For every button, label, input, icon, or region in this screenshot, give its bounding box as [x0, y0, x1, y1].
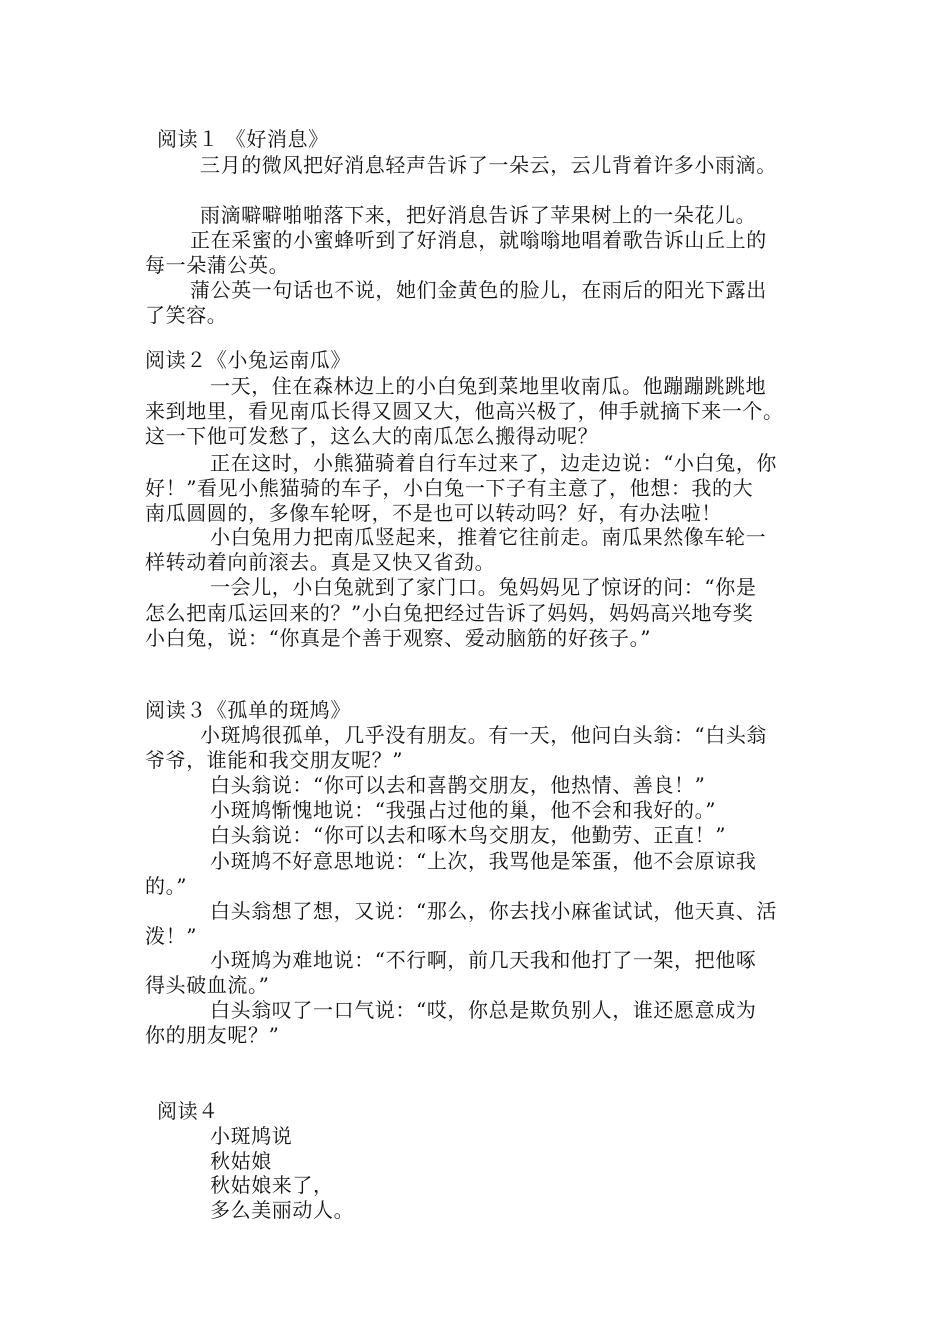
reading-3-line: 小斑鸠为难地说：“不行啊，前几天我和他打了一架，把他啄: [210, 948, 757, 972]
reading-3-line: 得头破血流。”: [145, 973, 270, 997]
reading-4-line: 秋姑娘来了，: [210, 1173, 334, 1197]
reading-3-line: 爷爷，谁能和我交朋友呢？”: [145, 748, 404, 772]
reading-3-line: 你的朋友呢？”: [145, 1023, 280, 1047]
reading-4-line: 小斑鸠说: [210, 1124, 293, 1148]
reading-2-title: 阅读２《小兔运南瓜》: [145, 348, 351, 372]
reading-3-line: 小斑鸠很孤单，几乎没有朋友。有一天，他问白头翁：“白头翁: [200, 723, 768, 747]
reading-2-line: 这一下他可发愁了，这么大的南瓜怎么搬得动呢？: [145, 424, 599, 448]
reading-2-line: 怎么把南瓜运回来的？”小白兔把经过告诉了妈妈，妈妈高兴地夸奖: [145, 601, 754, 625]
reading-3-line: 小斑鸠惭愧地说：“我强占过他的巢，他不会和我好的。”: [210, 798, 717, 822]
reading-3-line: 白头翁叹了一口气说：“哎，你总是欺负别人，谁还愿意成为: [210, 998, 757, 1022]
reading-2-line: 样转动着向前滚去。真是又快又省劲。: [145, 550, 496, 574]
reading-2-line: 小白兔，说：“你真是个善于观察、爱动脑筋的好孩子。”: [145, 626, 652, 650]
reading-1-line: 三月的微风把好消息轻声告诉了一朵云，云儿背着许多小雨滴。: [200, 153, 777, 177]
reading-2-line: 一会儿，小白兔就到了家门口。兔妈妈见了惊讶的问：“你是: [210, 575, 757, 599]
reading-1-line: 雨滴噼噼啪啪落下来，把好消息告诉了苹果树上的一朵花儿。: [200, 203, 757, 227]
reading-2-line: 好！”看见小熊猫骑的车子，小白兔一下子有主意了，他想：我的大: [145, 476, 754, 500]
reading-3-line: 泼！”: [145, 924, 198, 948]
reading-4-line: 秋姑娘: [210, 1149, 272, 1173]
reading-1-line: 每一朵蒲公英。: [145, 253, 290, 277]
reading-2-line: 南瓜圆圆的，多像车轮呀，不是也可以转动吗？好，有办法啦！: [145, 501, 722, 525]
reading-1-line: 了笑容。: [145, 303, 228, 327]
reading-2-line: 正在这时，小熊猫骑着自行车过来了，边走边说：“小白兔，你: [210, 451, 778, 475]
reading-2-line: 小白兔用力把南瓜竖起来，推着它往前走。南瓜果然像车轮一: [210, 525, 767, 549]
reading-3-line: 的。”: [145, 874, 188, 898]
reading-3-line: 白头翁说：“你可以去和啄木鸟交朋友，他勤劳、正直！”: [210, 823, 727, 847]
reading-1-line: 正在采蜜的小蜜蜂听到了好消息，就嗡嗡地唱着歌告诉山丘上的: [190, 228, 767, 252]
reading-4-line: 多么美丽动人。: [210, 1198, 355, 1222]
reading-2-line: 一天，住在森林边上的小白兔到菜地里收南瓜。他蹦蹦跳跳地: [210, 374, 767, 398]
reading-1-title: 阅读１ 《好消息》: [157, 127, 329, 151]
reading-1-line: 蒲公英一句话也不说，她们金黄色的脸儿，在雨后的阳光下露出: [190, 278, 767, 302]
reading-2-line: 来到地里，看见南瓜长得又圆又大，他高兴极了，伸手就摘下来一个。: [145, 399, 784, 423]
reading-4-title: 阅读４: [157, 1099, 219, 1123]
reading-3-line: 白头翁想了想，又说：“那么，你去找小麻雀试试，他天真、活: [210, 899, 778, 923]
reading-3-line: 白头翁说：“你可以去和喜鹊交朋友，他热情、善良！”: [210, 773, 706, 797]
reading-3-title: 阅读３《孤单的斑鸠》: [145, 698, 351, 722]
reading-3-line: 小斑鸠不好意思地说：“上次，我骂他是笨蛋，他不会原谅我: [210, 849, 757, 873]
